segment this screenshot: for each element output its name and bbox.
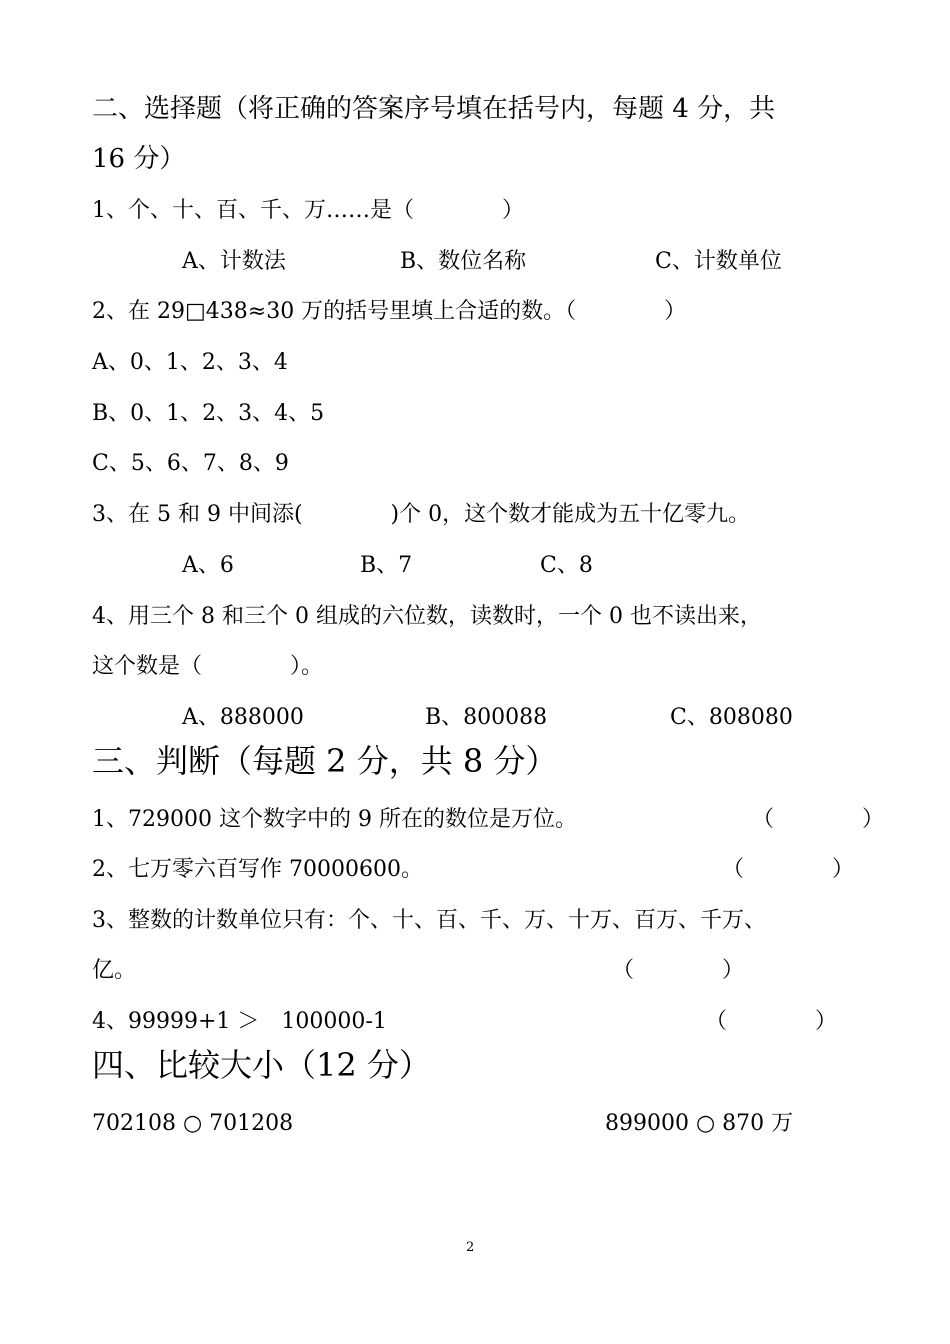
q1-option-b: B、数位名称 [400, 249, 527, 274]
section2-title-cont: 16 分） [92, 144, 186, 174]
section3-title: 三、判断（每题 2 分，共 8 分） [92, 742, 558, 780]
page-number: 2 [466, 1240, 475, 1255]
q3-option-a: A、6 [182, 553, 234, 578]
question-4-cont: 这个数是（ ）。 [92, 654, 324, 679]
compare-right: 899000 ○ 870 万 [605, 1111, 794, 1136]
q4-option-b: B、800088 [425, 705, 548, 730]
q3-option-c: C、8 [540, 553, 593, 578]
judge-2-bracket: （ ） [722, 857, 855, 882]
judge-3-cont: 亿。 [92, 958, 137, 983]
question-1: 1、个、十、百、千、万……是（ ） [92, 198, 524, 223]
compare-left: 702108 ○ 701208 [92, 1111, 294, 1136]
judge-1-bracket: （ ） [752, 807, 885, 832]
q1-option-a: A、计数法 [182, 249, 286, 274]
section4-title: 四、比较大小（12 分） [92, 1046, 431, 1084]
judge-4-bracket: （ ） [705, 1009, 838, 1034]
q1-option-c: C、计数单位 [655, 249, 782, 274]
q3-option-b: B、7 [360, 553, 413, 578]
q2-option-c: C、5、6、7、8、9 [92, 451, 289, 476]
q4-option-a: A、888000 [182, 705, 304, 730]
q4-option-c: C、808080 [670, 705, 793, 730]
judge-3-bracket: （ ） [612, 958, 745, 983]
question-3: 3、在 5 和 9 中间添( )个 0，这个数才能成为五十亿零九。 [92, 502, 751, 527]
judge-4: 4、99999+1 ＞ 100000-1 [92, 1009, 387, 1034]
question-4: 4、用三个 8 和三个 0 组成的六位数，读数时，一个 0 也不读出来， [92, 604, 762, 629]
judge-1: 1、729000 这个数字中的 9 所在的数位是万位。 [92, 807, 577, 832]
judge-2: 2、七万零六百写作 70000600。 [92, 857, 423, 882]
q2-option-a: A、0、1、2、3、4 [92, 350, 288, 375]
question-2: 2、在 29□438≈30 万的括号里填上合适的数。（ ） [92, 299, 687, 324]
judge-3: 3、整数的计数单位只有：个、十、百、千、万、十万、百万、千万、 [92, 908, 766, 933]
q2-option-b: B、0、1、2、3、4、5 [92, 401, 325, 426]
section2-title: 二、选择题（将正确的答案序号填在括号内，每题 4 分，共 [92, 94, 776, 124]
